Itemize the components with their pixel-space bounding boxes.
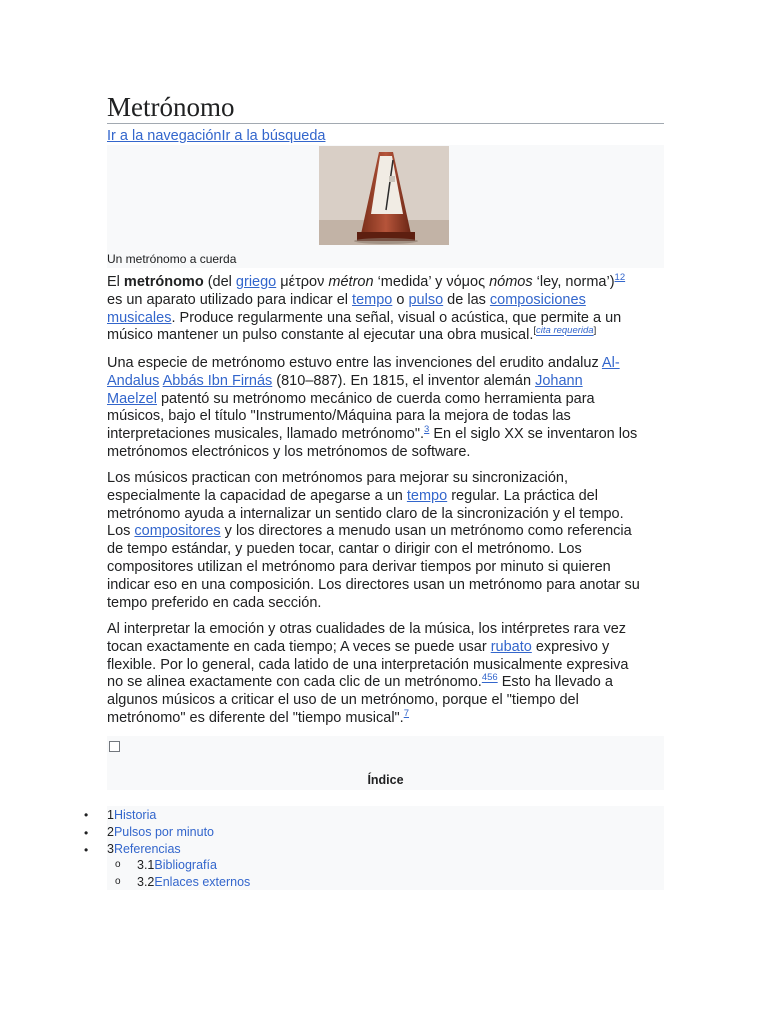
ref-456[interactable]: 456 bbox=[481, 672, 498, 684]
toc-sub-bullet: o bbox=[115, 876, 121, 887]
toc-sub-bullet: o bbox=[115, 859, 121, 870]
toc-title: Índice bbox=[367, 773, 404, 787]
link-pulso[interactable]: pulso bbox=[408, 291, 444, 308]
toc-bullet: • bbox=[84, 826, 89, 840]
link-griego[interactable]: griego bbox=[235, 274, 277, 290]
toc-item-historia[interactable]: 1Historia bbox=[107, 808, 157, 822]
paragraph-practice: Los músicos practican con metrónomos para mejorar su sincronización, especialmente la capacidad de apegarse a un tempo regular. La práctica del metrónomo ayuda a internalizar un sentido claro de la sincronización y el tempo. Los compositores y los directores a menudo usan un metrónomo como referencia de tempo estándar, y pueden tocar, cantar o dirigir con el metrónomo. Los compositores utilizan el metrónomo para derivar tiempos por minuto si quieren indicar eso en una composición. Los directores usan un metrónomo para anotar su tempo preferido en cada sección. bbox=[107, 470, 640, 611]
toc-bullet: • bbox=[84, 808, 89, 822]
jump-to-navigation-link[interactable]: Ir a la navegación bbox=[107, 128, 222, 144]
link-tempo-2[interactable]: tempo bbox=[406, 487, 448, 504]
link-tempo[interactable]: tempo bbox=[352, 291, 393, 308]
ref-12[interactable]: 12 bbox=[614, 272, 626, 284]
link-rubato[interactable]: rubato bbox=[490, 638, 532, 655]
link-musicales[interactable]: musicales bbox=[107, 309, 172, 326]
toc-item-referencias[interactable]: 3Referencias bbox=[107, 842, 181, 856]
metronome-image[interactable] bbox=[319, 146, 449, 245]
link-al-andalus-b[interactable]: Andalus bbox=[107, 372, 160, 389]
toc-item-pulsos[interactable]: 2Pulsos por minuto bbox=[107, 825, 215, 839]
toc-toggle-checkbox[interactable] bbox=[109, 741, 120, 752]
link-compositores[interactable]: compositores bbox=[134, 523, 221, 540]
toc-box bbox=[107, 736, 664, 790]
toc-bullet: • bbox=[84, 843, 89, 857]
link-maelzel[interactable]: Maelzel bbox=[107, 390, 157, 407]
link-al-andalus-a[interactable]: Al- bbox=[601, 355, 620, 371]
link-abbas-ibn-firnas[interactable]: Abbás Ibn Firnás bbox=[162, 372, 273, 389]
toc-item-enlaces-externos[interactable]: 3.2Enlaces externos bbox=[137, 875, 251, 889]
infobox-figure bbox=[107, 145, 664, 268]
paragraph-history: Una especie de metrónomo estuvo entre las invenciones del erudito andaluz Al- Andalus Abbás Ibn Firnás (810–887). En 1815, el inventor alemán Johann Maelzel patentó su metrónomo mecánico de cuerda como herramienta para músicos, bajo el título "Instrumento/Máquina para la mejora de todas las interpretaciones musicales, llamado metrónomo".$^3$ En el siglo XX se inventaron los metrónomos electrónicos y los metrónomos de software. bbox=[107, 355, 638, 460]
toc-item-bibliografia[interactable]: 3.1Bibliografía bbox=[137, 858, 217, 872]
paragraph-intro: El metrónomo (del griego μέτρον métron ‘medida’ y νόμος nómos ‘ley, norma’)$^{12}$ es un aparato utilizado para indicar el tempo o pulso de las composiciones musicales. Produce regularmente una señal, visual o acústica, que permite a un músico mantener un pulso constante al ejecutar una obra musical.[cita requerida] bbox=[107, 272, 626, 344]
jump-links bbox=[107, 127, 325, 145]
figure-caption: Un metrónomo a cuerda bbox=[107, 252, 237, 266]
paragraph-interpretation: Al interpretar la emoción y otras cualidades de la música, los intérpretes rara vez tocan exactamente en cada tiempo; A veces se puede usar rubato expresivo y flexible. Por lo general, cada latido de una interpretación musicalmente expresiva no se alinea exactamente con cada clic de un metrónomo.$^{456}$ Esto ha llevado a algunos músicos a criticar el uso de un metrónomo, porque el "tiempo del metrónomo" es diferente del "tiempo musical".$^7$ bbox=[107, 621, 629, 726]
citation-needed-link[interactable]: cita requerida bbox=[536, 325, 594, 337]
jump-to-search-link[interactable]: Ir a la búsqueda bbox=[221, 128, 326, 144]
ref-7[interactable]: 7 bbox=[403, 708, 410, 720]
link-johann[interactable]: Johann bbox=[535, 372, 583, 389]
link-composiciones[interactable]: composiciones bbox=[489, 291, 586, 308]
ref-3[interactable]: 3 bbox=[424, 424, 430, 436]
term-bold: metrónomo bbox=[123, 274, 204, 290]
page-title: Metrónomo bbox=[107, 92, 664, 124]
